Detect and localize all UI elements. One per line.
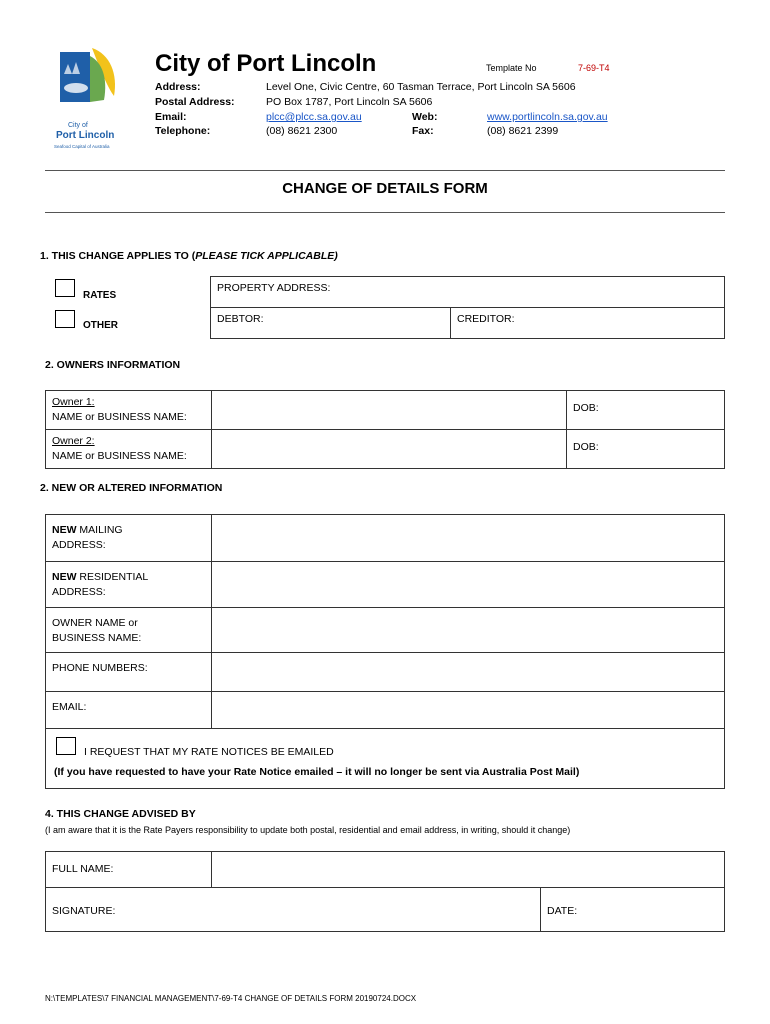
emailed-note: (If you have requested to have your Rate Notice emailed – it will no longer be sent via Australia Post Mail) bbox=[54, 766, 580, 778]
address-value: Level One, Civic Centre, 60 Tasman Terrace, Port Lincoln SA 5606 bbox=[266, 81, 576, 93]
logo-text-line2: Port Lincoln bbox=[56, 130, 115, 141]
section1-table bbox=[210, 276, 725, 339]
address-label: Address: bbox=[155, 81, 201, 93]
other-checkbox[interactable] bbox=[55, 310, 75, 333]
date-field[interactable]: DATE: bbox=[541, 888, 725, 932]
emailed-checkbox[interactable] bbox=[56, 737, 76, 755]
phone-field[interactable] bbox=[212, 653, 725, 692]
section3-heading: 2. NEW OR ALTERED INFORMATION bbox=[40, 482, 223, 494]
owner1-dob-field[interactable]: DOB: bbox=[567, 391, 725, 430]
emailed-request-cell bbox=[46, 729, 725, 789]
postal-label: Postal Address: bbox=[155, 96, 235, 108]
owner1-label-cell: Owner 1: NAME or BUSINESS NAME: bbox=[46, 391, 212, 430]
residential-address-label-cell: NEW RESIDENTIAL ADDRESS: bbox=[46, 562, 212, 608]
email-field[interactable] bbox=[212, 692, 725, 729]
mailing-address-label-cell: NEW MAILING ADDRESS: bbox=[46, 515, 212, 562]
phone-label-cell: PHONE NUMBERS: bbox=[46, 653, 212, 692]
fax-value: (08) 8621 2399 bbox=[487, 125, 559, 137]
logo-tagline: Seafood Capital of Australia bbox=[54, 144, 110, 149]
web-link[interactable]: www.portlincoln.sa.gov.au bbox=[487, 111, 608, 123]
owner2-name-field[interactable] bbox=[212, 430, 567, 469]
fax-label: Fax: bbox=[412, 125, 434, 137]
owners-table bbox=[45, 390, 725, 469]
rates-label: RATES bbox=[83, 290, 117, 301]
postal-value: PO Box 1787, Port Lincoln SA 5606 bbox=[266, 96, 433, 108]
debtor-field[interactable]: DEBTOR: bbox=[211, 308, 451, 339]
section4-heading: 4. THIS CHANGE ADVISED BY bbox=[45, 808, 196, 820]
property-address-field[interactable]: PROPERTY ADDRESS: bbox=[211, 277, 725, 308]
owner1-name-field[interactable] bbox=[212, 391, 567, 430]
mailing-address-field[interactable] bbox=[212, 515, 725, 562]
org-name: City of Port Lincoln bbox=[155, 50, 377, 77]
rates-checkbox[interactable] bbox=[55, 279, 75, 302]
council-logo bbox=[52, 44, 124, 152]
telephone-value: (08) 8621 2300 bbox=[266, 125, 338, 137]
section2-heading: 2. OWNERS INFORMATION bbox=[45, 359, 181, 371]
owner2-label-cell: Owner 2: NAME or BUSINESS NAME: bbox=[46, 430, 212, 469]
template-label: Template No bbox=[486, 63, 537, 73]
section4-note: (I am aware that it is the Rate Payers responsibility to update both postal, residential and email address, in writing, should it change) bbox=[45, 825, 571, 835]
telephone-label: Telephone: bbox=[155, 125, 211, 137]
advised-by-table bbox=[45, 851, 725, 932]
web-label: Web: bbox=[412, 111, 438, 123]
residential-address-field[interactable] bbox=[212, 562, 725, 608]
logo-text-line1: City of bbox=[68, 122, 88, 129]
footer-file-path: N:\TEMPLATES\7 FINANCIAL MANAGEMENT\7-69-T4 CHANGE OF DETAILS FORM 20190724.DOCX bbox=[45, 994, 417, 1003]
email-label-cell: EMAIL: bbox=[46, 692, 212, 729]
owner-name-field[interactable] bbox=[212, 608, 725, 653]
full-name-label-cell: FULL NAME: bbox=[46, 852, 212, 888]
emailed-request-text: I REQUEST THAT MY RATE NOTICES BE EMAILED bbox=[84, 746, 334, 758]
creditor-field[interactable]: CREDITOR: bbox=[451, 308, 725, 339]
owner-name-label-cell: OWNER NAME or BUSINESS NAME: bbox=[46, 608, 212, 653]
email-link[interactable]: plcc@plcc.sa.gov.au bbox=[266, 111, 362, 123]
title-bottom-rule bbox=[45, 212, 725, 213]
form-title: CHANGE OF DETAILS FORM bbox=[282, 180, 488, 197]
signature-field[interactable]: SIGNATURE: bbox=[46, 888, 541, 932]
email-label: Email: bbox=[155, 111, 187, 123]
new-info-table bbox=[45, 514, 725, 789]
template-number: 7-69-T4 bbox=[578, 63, 610, 73]
full-name-field[interactable] bbox=[212, 852, 725, 888]
title-top-rule bbox=[45, 170, 725, 171]
section1-heading: 1. THIS CHANGE APPLIES TO (PLEASE TICK APPLICABLE) bbox=[40, 250, 338, 262]
other-label: OTHER bbox=[83, 320, 118, 331]
owner2-dob-field[interactable]: DOB: bbox=[567, 430, 725, 469]
